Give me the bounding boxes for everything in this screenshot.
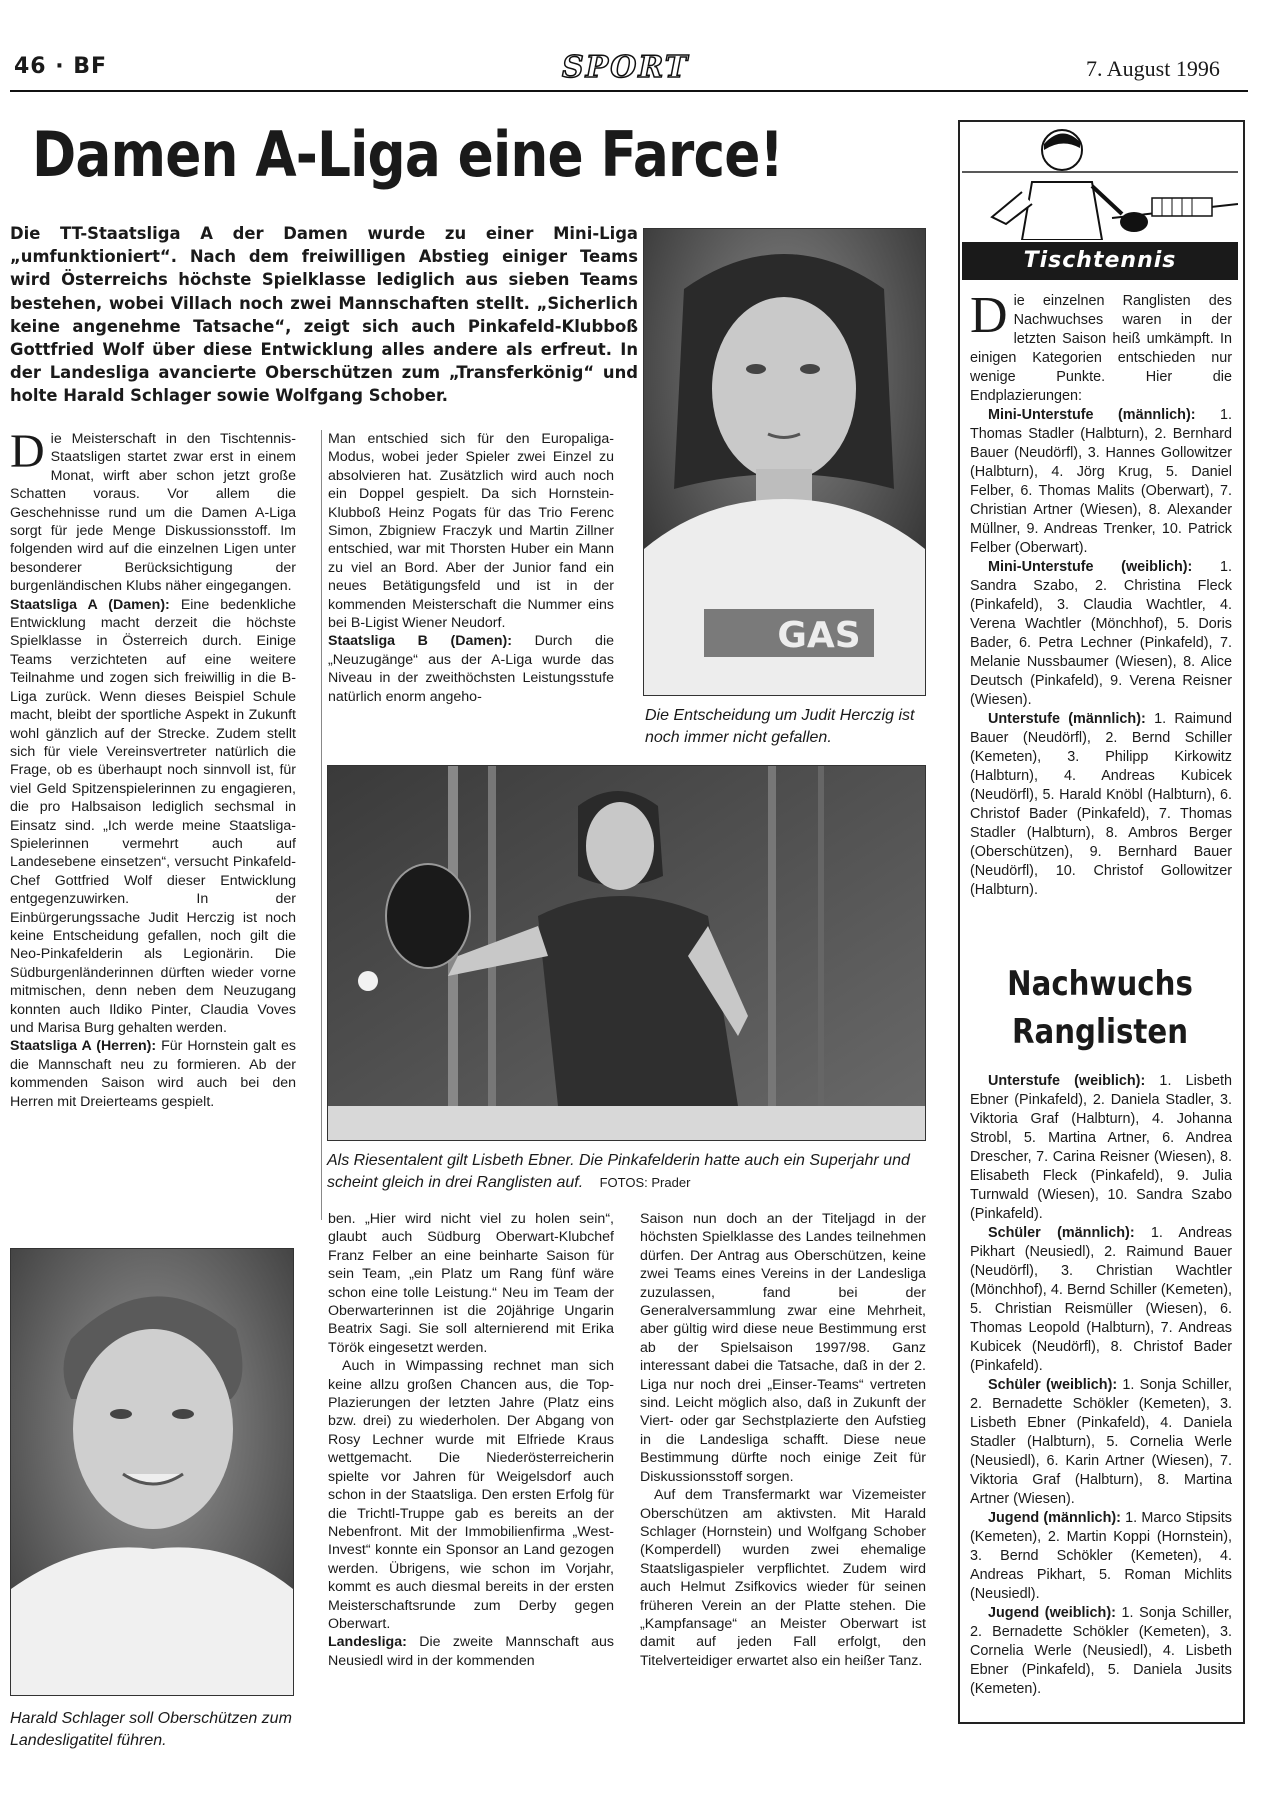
subhead-staatsliga-a-herren: Staatsliga A (Herren): bbox=[10, 1038, 157, 1055]
sidebar-dropcap: D bbox=[970, 287, 1008, 344]
rank-text: 1. Thomas Stadler (Halbturn), 2. Bernhard Bauer (Neudörfl), 3. Hannes Gollowitzer (Halbturn), 4. Jörg Krug, 5. Daniel Felber, 6. Thomas Malits (Oberwart), 7. Christian Artner (Wiesen), 8. Alexander Müllner, 9. Andreas Trenker, 10. Patrick Felber (Oberwart). bbox=[970, 407, 1233, 556]
sidebar-text-1 bbox=[970, 287, 1233, 900]
bottom-col2-paragraph-1: ben. „Hier wird nicht viel zu holen sein“, glaubt auch Südburg Oberwart-Klubchef Franz Felber an eine beinharte Saison für sein Team, „ein Platz um Rang fünf wäre schon eine tolle Leistung.“ Neu im Team der Oberwarterinnen ist die 20jährige Ungarin Beatrix Sagi. Sie soll alternierend mit Erika Török eingesetzt werden. bbox=[328, 1211, 614, 1356]
rank-text: 1. Marco Stipsits (Kemeten), 2. Martin Koppi (Hornstein), 3. Bernd Schökler (Kemeten), 4. Andreas Pikhart, 5. Roman Michlits (Neusiedl). bbox=[970, 1510, 1232, 1602]
rank-text: 1. Lisbeth Ebner (Pinkafeld), 2. Daniela Stadler, 3. Viktoria Graf (Halbturn), 4. Johanna Strobl, 5. Martina Artner, 6. Andrea Drescher, 7. Carina Reisner (Wiesen), 8. Elisabeth Fleck (Pinkafeld), 9. Julia Turnwald (Wiesen), 10. Sandra Szabo (Pinkafeld). bbox=[970, 1073, 1232, 1222]
subhead-landesliga: Landesliga: bbox=[328, 1634, 407, 1651]
photo-judit-herczig bbox=[643, 228, 926, 696]
col2-paragraph-2: Durch die „Neuzugänge“ aus der A-Liga wurde das Niveau in der zweithöchsten Leistungsstufe natürlich enorm angeho- bbox=[328, 633, 614, 705]
rank-section bbox=[970, 1072, 1232, 1224]
rank-title: Unterstufe (weiblich): bbox=[988, 1073, 1146, 1089]
bottom-col3-paragraph-1: Saison nun doch an der Titeljagd in der höchsten Spielklasse des Landes teilnehmen dürfen. Der Antrag aus Oberschützen, keine zwei Teams eines Vereins in der Landesliga zuzulassen, fand bei der Generalversammlung zwar eine Mehrheit, aber gültig wird diese neue Bestimmung erst ab der Spielsaison 1997/98. Ganz interessant dabei die Tatsache, daß in der 2. Liga nur noch drei „Einser-Teams“ vertreten sind. Leicht möglich also, daß in Zukunft der Viert- oder gar Sechstplazierte den Aufstieg in die Landesliga schafft. Diese neue Bestimmung dürfte noch einige Zeit für Diskussionsstoff sorgen. bbox=[640, 1211, 926, 1485]
section-title: SPORT bbox=[562, 50, 690, 85]
caption-ebner bbox=[327, 1150, 927, 1194]
rank-text: 1. Sonja Schiller, 2. Bernadette Schökler (Kemeten), 3. Cornelia Werle (Neusiedl), 4. Lisbeth Ebner (Pinkafeld), 5. Daniela Jusits (Kemeten). bbox=[970, 1605, 1232, 1697]
bottom-col3-paragraph-2: Auf dem Transfermarkt war Vizemeister Oberschützen am aktivsten. Mit Harald Schlager (Hornstein) und Wolfgang Schober (Komperdell) wurden zwei ehemalige Staatsligaspieler verpflichtet. Zudem wird auch Helmut Zsifkovics wieder für seinen früheren Verein an der Platte stehen. Die „Kampfansage“ an Meister Oberwart ist damit auf jeden Fall erfolgt, den Titelverteidiger erwartet also ein heißer Tanz. bbox=[640, 1487, 926, 1669]
sidebar-intro: ie einzelnen Ranglisten des Nachwuchses waren in der letzten Saison heiß umkämpft. In einigen Kategorien entschieden nur wenige Punkte. Hier die Endplazierungen: bbox=[970, 293, 1232, 404]
bottom-col2-paragraph-3: Die zweite Mannschaft aus Neusiedl wird in der kommenden bbox=[328, 1634, 614, 1669]
subhead-staatsliga-b-damen: Staatsliga B (Damen): bbox=[328, 633, 512, 650]
table-tennis-player-image bbox=[328, 766, 925, 1140]
caption-schlager: Harald Schlager soll Oberschützen zum Landesligatitel führen. bbox=[10, 1710, 292, 1749]
article-column-1 bbox=[10, 425, 296, 1111]
article-column-2-bottom bbox=[328, 1210, 614, 1670]
photo-lisbeth-ebner bbox=[327, 765, 926, 1141]
rank-section bbox=[970, 1224, 1232, 1376]
shirt-logo: GAS bbox=[777, 615, 861, 656]
rank-section bbox=[970, 558, 1232, 710]
col1-paragraph-1: ie Meisterschaft in den Tischtennis-Staatsligen startet zwar erst in einem Monat, wirft aber schon jetzt große Schatten voraus. Vor allem die Geschehnisse rund um die Damen A-Liga sorgt für jede Menge Diskussionsstoff. Im folgenden wird auf die einzelnen Ligen unter besonderer Berücksichtigung der burgenländischen Klubs näher eingegangen. bbox=[10, 431, 296, 595]
sidebar-label: Tischtennis bbox=[962, 242, 1238, 280]
rank-text: 1. Raimund Bauer (Neudörfl), 2. Bernd Schiller (Kemeten), 3. Philipp Kirkowitz (Halbturn), 4. Andreas Kubicek (Neudörfl), 5. Harald Knöbl (Halbturn), 6. Christof Bader (Pinkafeld), 7. Thomas Stadler (Halbturn), 8. Ambros Berger (Oberschützen), 9. Bernhard Bauer (Neudörfl), 10. Christof Gollowitzer (Halbturn). bbox=[970, 711, 1232, 898]
sidebar-headline: Nachwuchs Ranglisten bbox=[1007, 964, 1193, 1052]
header-rule bbox=[10, 90, 1248, 92]
rank-title: Mini-Unterstufe (weiblich): bbox=[988, 559, 1193, 575]
issue-date: 7. August 1996 bbox=[1086, 56, 1220, 81]
lead-paragraph: Die TT-Staatsliga A der Damen wurde zu einer Mini-Liga „umfunktioniert“. Nach dem freiwilligen Abstieg einiger Teams wird Österreichs höchste Spielklasse lediglich aus sieben Teams bestehen, wobei Villach noch zwei Mannschaften stellt. „Sicherlich keine angenehme Tatsache“, zeigt sich auch Pinkafeld-Klubboß Gottfried Wolf über diese Entwicklung alles andere als erfreut. In der Landesliga avancierte Oberschützen zum „Transferkönig“ und holte Harald Schlager sowie Wolfgang Schober. bbox=[10, 224, 638, 406]
subhead-staatsliga-a-damen: Staatsliga A (Damen): bbox=[10, 596, 170, 613]
table-tennis-player-icon bbox=[962, 122, 1238, 240]
photo-harald-schlager bbox=[10, 1248, 294, 1696]
rank-title: Jugend (weiblich): bbox=[988, 1605, 1116, 1621]
rank-title: Schüler (weiblich): bbox=[988, 1377, 1118, 1393]
rank-title: Schüler (männlich): bbox=[988, 1225, 1135, 1241]
page-number: 46 · BF bbox=[14, 54, 108, 79]
sidebar-illustration bbox=[962, 122, 1238, 240]
rank-section bbox=[970, 1604, 1232, 1699]
column-divider bbox=[321, 430, 322, 1220]
rank-title: Jugend (männlich): bbox=[988, 1510, 1121, 1526]
article-column-2 bbox=[328, 430, 614, 706]
caption-judit: Die Entscheidung um Judit Herczig ist noch immer nicht gefallen. bbox=[645, 707, 915, 746]
rank-text: 1. Andreas Pikhart (Neusiedl), 2. Raimund Bauer (Neudörfl), 3. Christian Wachtler (Mönchhof), 4. Bernd Schiller (Kemeten), 5. Christian Reismüller (Wiesen), 6. Thomas Leopold (Halbturn), 7. Andreas Kubicek (Neudörfl), 8. Christof Bader (Pinkafeld). bbox=[970, 1225, 1232, 1374]
rank-section bbox=[970, 710, 1232, 900]
col2-paragraph-1: Man entschied sich für den Europaliga-Modus, wobei jeder Spieler zwei Einzel zu absolvieren hat. Zusätzlich wird auch noch ein Doppel gespielt. Da sich Hornstein-Klubboß Heinz Pogats für das Trio Ferenc Simon, Zbigniew Fraczyk und Martin Zillner entschied, war mit Thorsten Huber ein Mann zu viel an Bord. Aber der Junior fand ein neues Betätigungsfeld und ist in der kommenden Meisterschaft die Nummer eins bei B-Ligist Wiener Neudorf. bbox=[328, 431, 614, 632]
rank-title: Unterstufe (männlich): bbox=[988, 711, 1146, 727]
article-column-3-bottom bbox=[640, 1210, 926, 1670]
portrait-man-image bbox=[11, 1249, 293, 1695]
bottom-col2-paragraph-2: Auch in Wimpassing rechnet man sich keine allzu großen Chancen aus, die Top-Plazierungen der letzten Jahre (Platz eins bzw. drei) zu wiederholen. Der Abgang von Rosy Lechner wurde mit Elfriede Kraus wettgemacht. Die Niederösterreicherin spielte vor Jahren für Weigelsdorf auch schon in der Staatsliga. Den ersten Erfolg für die Trichtl-Truppe gab es bereits an der Nebenfront. Mit der Immobilienfirma „West-Invest“ konnte ein Sponsor an Land gezogen werden. Übrigens, wie schon im Vorjahr, kommt es auch diesmal bereits in der ersten Meisterschaftsrunde zum Derby gegen Oberwart. bbox=[328, 1358, 614, 1632]
rank-text: 1. Sandra Szabo, 2. Christina Fleck (Pinkafeld), 3. Claudia Wachtler, 4. Verena Wachtler (Mönchhof), 5. Doris Bader, 6. Petra Lechner (Pinkafeld), 7. Melanie Nussbaumer (Wiesen), 8. Alice Deutsch (Pinkafeld), 9. Verena Reisner (Wiesen). bbox=[970, 559, 1232, 708]
headline: Damen A-Liga eine Farce! bbox=[32, 118, 783, 191]
rank-section bbox=[970, 1509, 1232, 1604]
rank-text: 1. Sonja Schiller, 2. Bernadette Schökler (Kemeten), 3. Lisbeth Ebner (Pinkafeld), 4. Daniela Stadler (Halbturn), 5. Cornelia Werle (Neusiedl), 6. Karin Artner (Wiesen), 7. Viktoria Graf (Halbturn), 8. Martina Artner (Wiesen). bbox=[970, 1377, 1232, 1507]
rank-section bbox=[970, 406, 1232, 558]
sidebar-text-2 bbox=[970, 1072, 1232, 1699]
caption-ebner-text: Als Riesentalent gilt Lisbeth Ebner. Die Pinkafelderin hatte auch ein Superjahr und scheint gleich in drei Ranglisten auf. bbox=[327, 1152, 910, 1191]
photo-credit: FOTOS: Prader bbox=[599, 1175, 691, 1190]
rank-section bbox=[970, 1376, 1232, 1509]
portrait-image bbox=[644, 229, 925, 695]
col1-paragraph-2: Eine bedenkliche Entwicklung macht derzeit die höchste Spielklasse in Österreich durch. Einige Teams verzichteten auf eine weitere Teilnahme und zogen sich freiwillig in die B-Liga zurück. Wenn dieses Beispiel Schule macht, bleibt der sportliche Aspekt in Zukunft wohl gänzlich auf der Strecke. Zudem stellt sich für viele Vereinsvertreter natürlich die Frage, ob es überhaupt noch sinnvoll ist, für viel Geld Spitzenspielerinnen zu engagieren, die pro Halbsaison lediglich sechsmal in Einsatz sind. „Ich werde meine Staatsliga-Spielerinnen vermehrt auch auf Landesebene einsetzen“, versucht Pinkafeld-Chef Gottfried Wolf dieser Entwicklung entgegenzuwirken. In der Einbürgerungssache Judit Herczig ist noch keine Entscheidung gefallen, noch gilt die Neo-Pinkafelderin als Legionärin. Die Südburgenländerinnen dürften wieder vorne mitmischen, denn neben dem Neuzugang konnten auch Ildiko Pinter, Claudia Voves und Marisa Burg gehalten werden. bbox=[10, 596, 296, 1036]
rank-title: Mini-Unterstufe (männlich): bbox=[988, 407, 1196, 423]
dropcap: D bbox=[10, 425, 45, 478]
col1-paragraph-3: Für Hornstein galt es die Mannschaft neu zu formieren. Ab der kommenden Saison wird auch bei den Herren mit Dreierteams gespielt. bbox=[10, 1038, 296, 1110]
